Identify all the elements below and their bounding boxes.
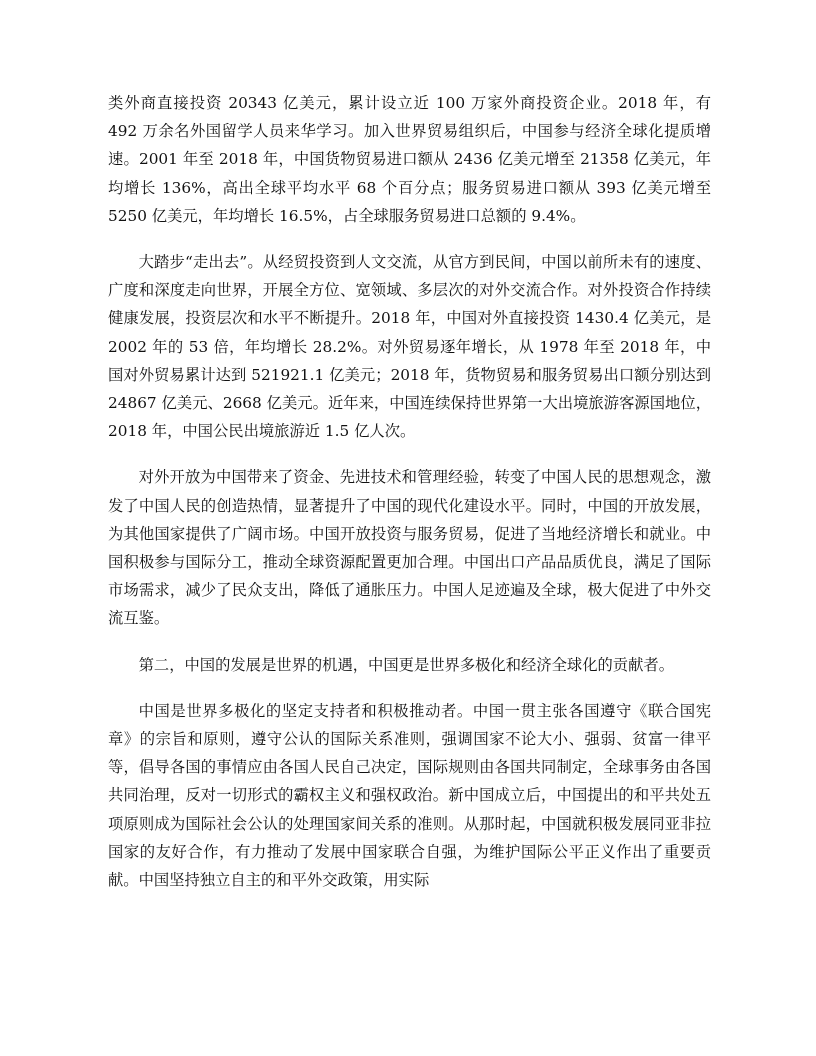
paragraph-4: 第二，中国的发展是世界的机遇，中国更是世界多极化和经济全球化的贡献者。: [138, 655, 674, 674]
paragraph-3: 对外开放为中国带来了资金、先进技术和管理经验，转变了中国人民的思想观念，激发了中国人民的创造热情，显著提升了中国的现代化建设水平。同时，中国的开放发展，为其他国家提供了广阔市场。中国开放投资与服务贸易，促进了当地经济增长和就业。中国积极参与国际分工，推动全球资源配置更加合理。中国出口产品品质优良，满足了国际市场需求，减少了民众支出，降低了通胀压力。中国人足迹遍及全球，极大促进了中外交流互鉴。: [108, 468, 711, 628]
paragraph-2: 大踏步“走出去”。从经贸投资到人文交流，从官方到民间，中国以前所未有的速度、广度和深度走向世界，开展全方位、宽领域、多层次的对外交流合作。对外投资合作持续健康发展，投资层次和水平不断提升。2018 年，中国对外直接投资 1430.4 亿美元，是 2002 年的 53 倍，年均增长 28.2%。对外贸易逐年增长，从 1978 年至 2018 年，中国对外贸易累计达到 521921.1 亿美元；2018 年，货物贸易和服务贸易出口额分别达到 24867 亿美元、2668 亿美元。近年来，中国连续保持世界第一大出境旅游客源国地位，2018 年，中国公民出境旅游近 1.5 亿人次。: [108, 253, 711, 441]
document-page: [108, 89, 711, 894]
paragraph-5: 中国是世界多极化的坚定支持者和积极推动者。中国一贯主张各国遵守《联合国宪章》的宗旨和原则，遵守公认的国际关系准则，强调国家不论大小、强弱、贫富一律平等，倡导各国的事情应由各国人民自己决定，国际规则由各国共同制定，全球事务由各国共同治理，反对一切形式的霸权主义和强权政治。新中国成立后，中国提出的和平共处五项原则成为国际社会公认的处理国家间关系的准则。从那时起，中国就积极发展同亚非拉国家的友好合作，有力推动了发展中国家联合自强，为维护国际公平正义作出了重要贡献。中国坚持独立自主的和平外交政策，用实际: [108, 701, 711, 890]
paragraph-1: 类外商直接投资 20343 亿美元，累计设立近 100 万家外商投资企业。2018 年，有 492 万余名外国留学人员来华学习。加入世界贸易组织后，中国参与经济全球化提质增速。2001 年至 2018 年，中国货物贸易进口额从 2436 亿美元增至 21358 亿美元，年均增长 136%，高出全球平均水平 68 个百分点；服务贸易进口额从 393 亿美元增至 5250 亿美元，年均增长 16.5%，占全球服务贸易进口总额的 9.4%。: [108, 94, 711, 225]
